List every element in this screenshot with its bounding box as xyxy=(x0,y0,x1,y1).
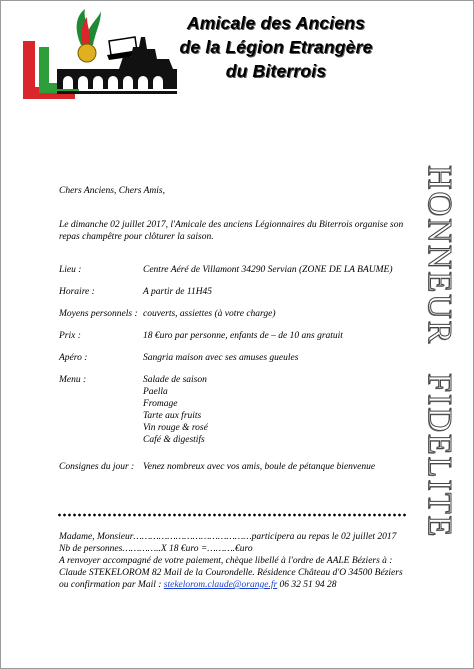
menu-item: Fromage xyxy=(143,399,178,409)
cut-line-divider xyxy=(57,513,407,517)
detail-value: Sangria maison avec ses amuses gueules xyxy=(143,353,299,363)
intro-line-2: repas champêtre pour clôturer la saison. xyxy=(59,232,214,242)
detail-value: Salade de saison xyxy=(143,375,207,385)
slip-line-5 xyxy=(59,579,403,591)
detail-value: Centre Aéré de Villamont 34290 Servian (ZONE DE LA BAUME) xyxy=(143,265,393,275)
slip-line-4: Claude STEKELOROM 82 Mail de la Courondelle. Résidence Château d'O 34500 Béziers xyxy=(59,568,403,578)
menu-item: Café & digestifs xyxy=(143,435,205,445)
motto-honneur: HONNEUR xyxy=(421,165,458,346)
title-line-2: de la Légion Etrangère xyxy=(179,37,373,57)
detail-label: Prix : xyxy=(59,331,81,341)
slip-line-1: Madame, Monsieur……………………………………participera au repas le 02 juillet 2017 xyxy=(59,532,397,542)
slip-line-2: Nb de personnes…………..X 18 €uro =……….€uro xyxy=(59,544,253,554)
detail-value: Venez nombreux avec vos amis, boule de pétanque bienvenue xyxy=(143,462,376,472)
association-title xyxy=(151,11,401,83)
intro-line-1: Le dimanche 02 juillet 2017, l'Amicale des anciens Légionnaires du Biterrois organise son xyxy=(59,220,404,230)
title-line-3: du Biterrois xyxy=(225,61,327,81)
menu-list xyxy=(143,386,208,446)
detail-label: Horaire : xyxy=(59,287,95,297)
vertical-motto xyxy=(419,165,459,605)
menu-item: Vin rouge & rosé xyxy=(143,423,208,433)
detail-label: Menu : xyxy=(59,375,87,385)
detail-label: Lieu : xyxy=(59,265,82,275)
detail-value: 18 €uro par personne, enfants de – de 10 ans gratuit xyxy=(143,331,343,341)
title-line-1: Amicale des Anciens xyxy=(186,13,366,33)
slip-line-3: A renvoyer accompagné de votre paiement, chèque libellé à l'ordre de AALE Béziers à : xyxy=(59,556,393,566)
menu-item: Paella xyxy=(143,387,168,397)
detail-label: Apéro : xyxy=(59,353,88,363)
menu-item: Tarte aux fruits xyxy=(143,411,202,421)
greeting: Chers Anciens, Chers Amis, xyxy=(59,186,165,196)
phone-number: 06 32 51 94 28 xyxy=(277,580,337,590)
detail-value: couverts, assiettes (à votre charge) xyxy=(143,309,276,319)
detail-value: A partir de 11H45 xyxy=(143,287,213,297)
registration-slip xyxy=(59,531,403,591)
mail-prefix: ou confirmation par Mail : xyxy=(59,580,164,590)
motto-fidelite: FIDELITE xyxy=(421,373,458,539)
detail-label: Consignes du jour : xyxy=(59,462,135,472)
email-link[interactable]: stekelorom.claude@orange.fr xyxy=(163,580,278,590)
detail-label: Moyens personnels : xyxy=(59,309,138,319)
